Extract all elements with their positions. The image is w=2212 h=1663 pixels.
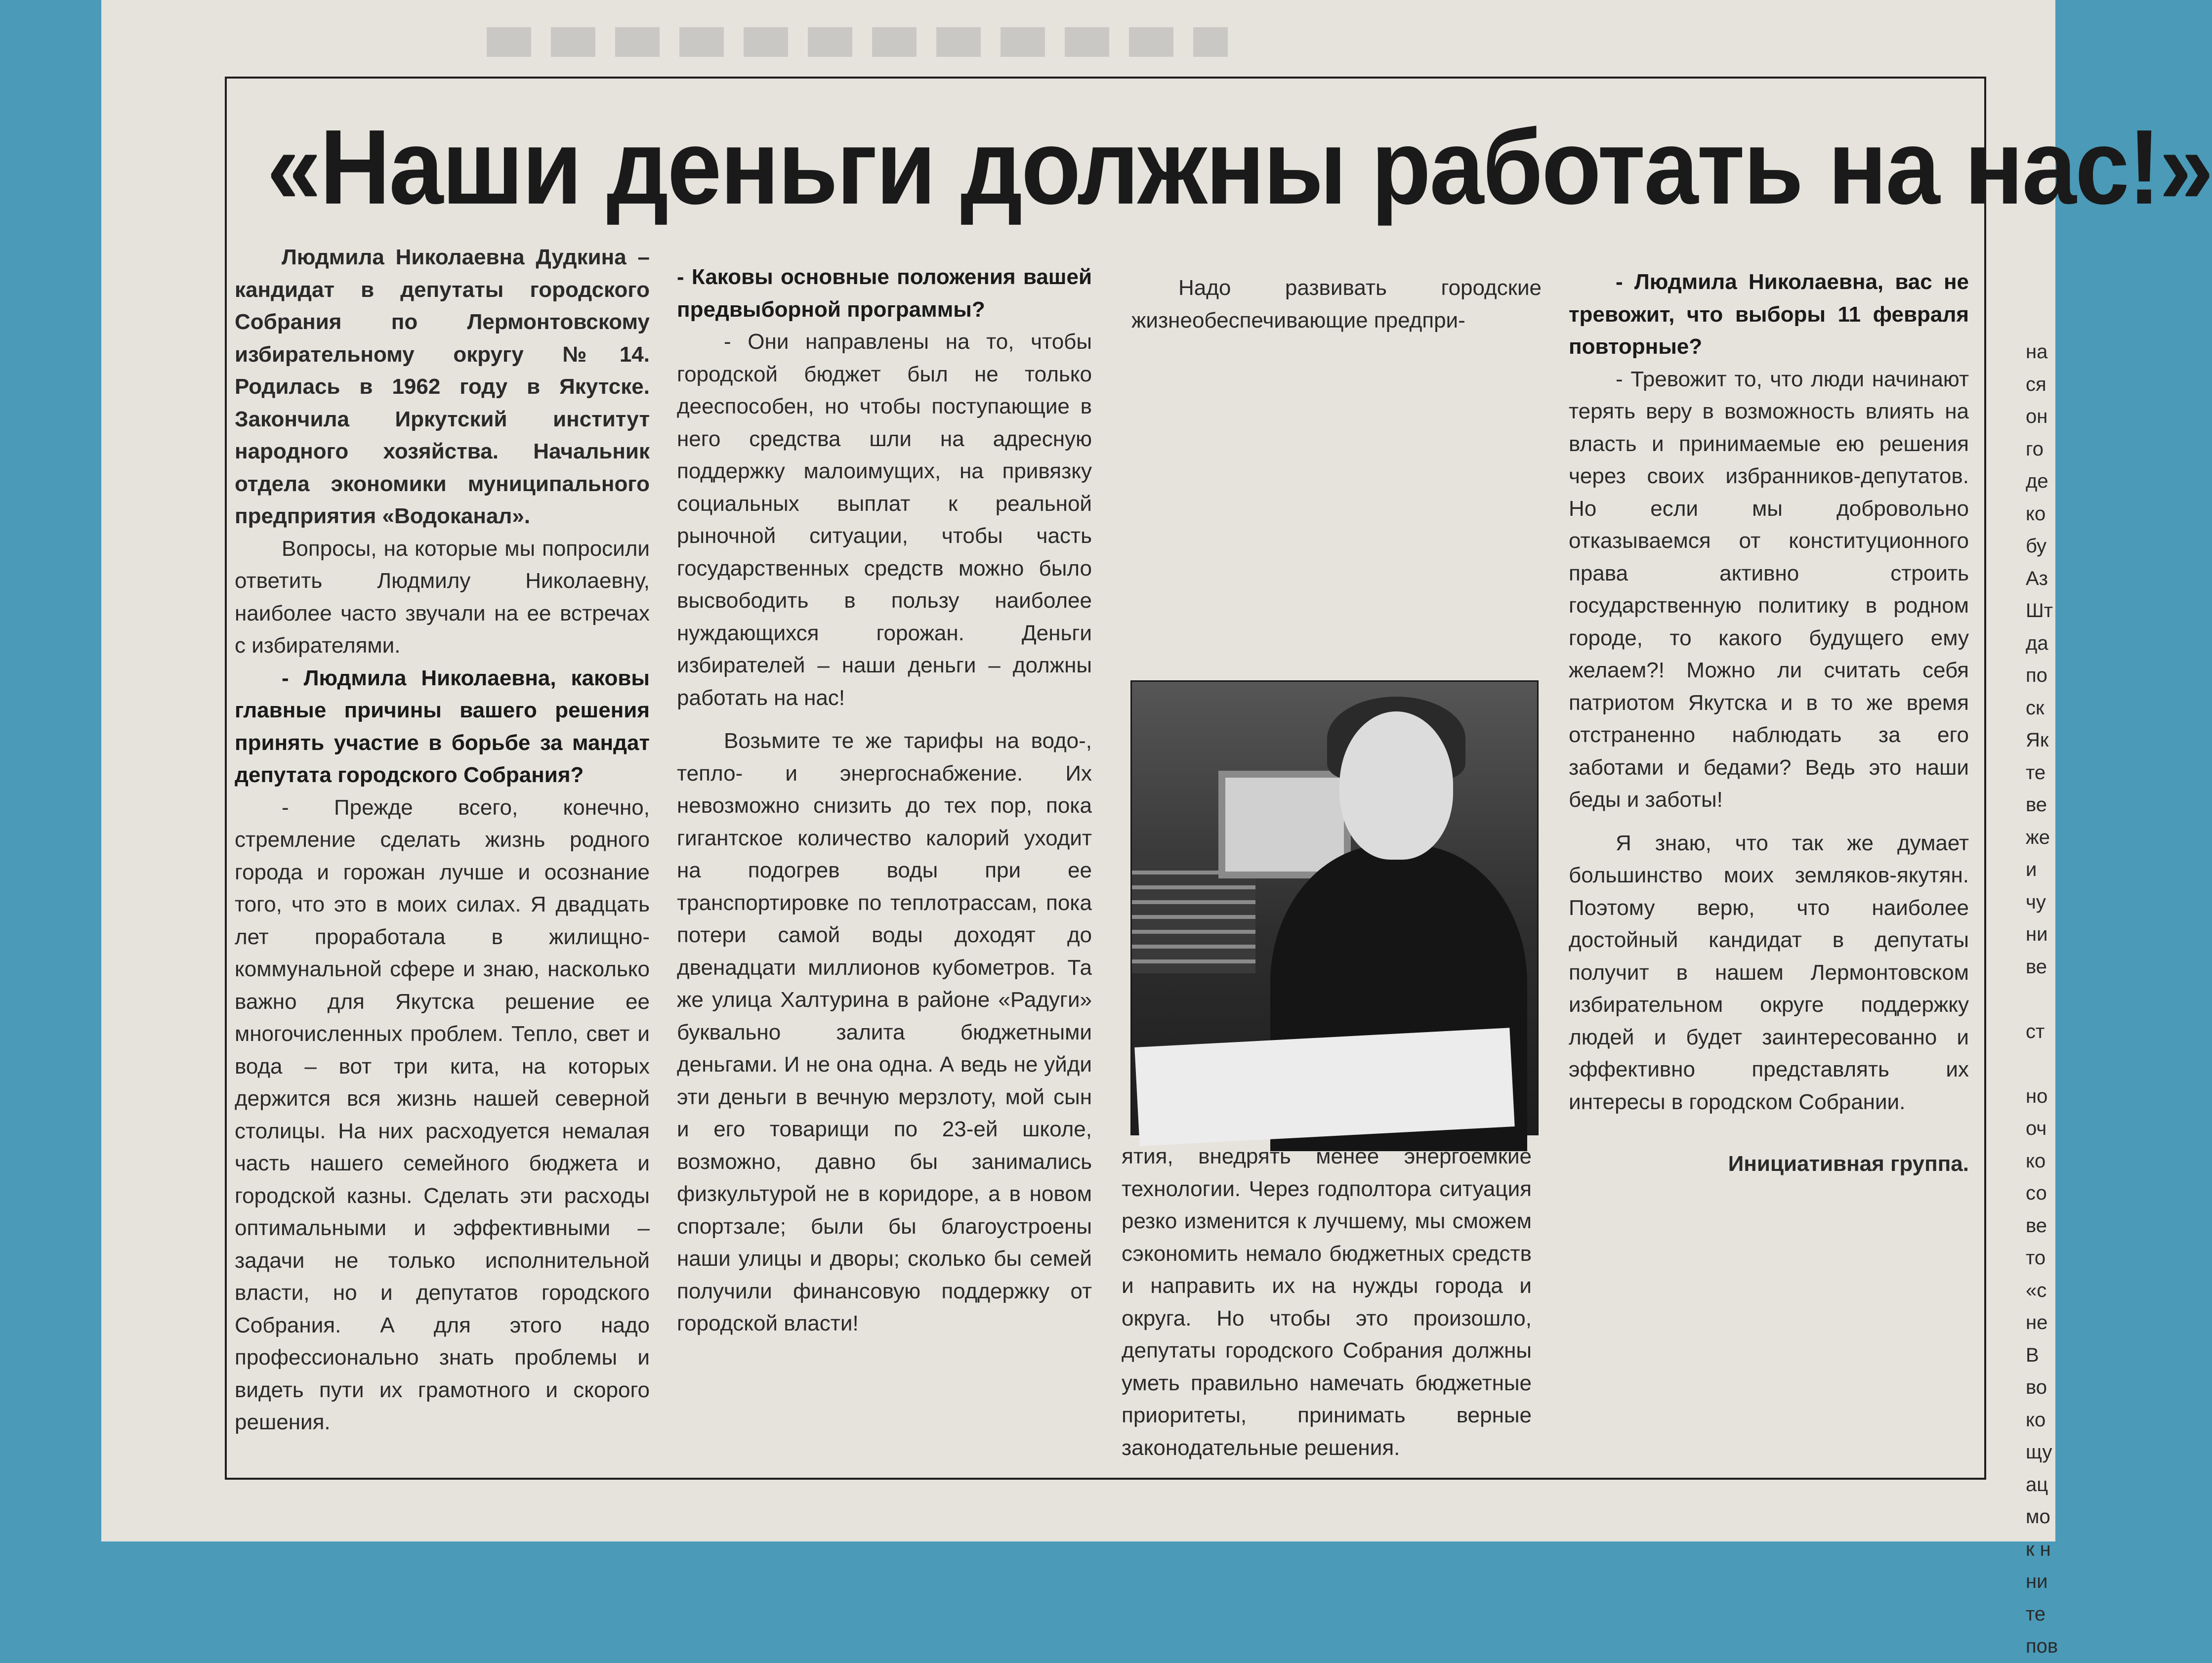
fragment-line: те	[2026, 1603, 2046, 1625]
fragment-line: ни	[2026, 923, 2048, 945]
develop-paragraph-start: Надо развивать городские жизнеобеспечивающие предпри-	[1131, 276, 1542, 333]
fragment-line: ац	[2026, 1473, 2048, 1496]
fragment-line: но	[2026, 1085, 2048, 1107]
lead-paragraph: Вопросы, на которые мы попросили ответить Людмилу Николаевну, наиболее часто звучали на ее встречах с избирателями.	[235, 536, 650, 658]
candidate-photo	[1130, 680, 1539, 1135]
fragment-line: то	[2026, 1247, 2046, 1269]
develop-paragraph-continued: ятия, внедрять менее энергоемкие технологии. Через годполтора ситуация резко изменится к лучшему, мы сможем сэкономить немало бюджетных средств и направить их на нужды города и округа. Но чтобы это произошло, депутаты городского Собрания должны уметь правильно намечать бюджетные приоритеты, принимать верные законодательные решения.	[1122, 1144, 1532, 1460]
fragment-line: ве	[2026, 1214, 2047, 1237]
fragment-line: и	[2026, 859, 2037, 880]
fragment-line: чу	[2026, 891, 2046, 913]
fragment-line: те	[2026, 761, 2046, 784]
fragment-line: ни	[2026, 1571, 2048, 1592]
fragment-line: ко	[2026, 502, 2046, 525]
fragment-line: Як	[2026, 729, 2049, 751]
final-paragraph: Я знаю, что так же думает большинство моих земляков-якутян. Поэтому верю, что наиболее достойный кандидат в депутаты получит в нашем Лермонтовском избирательном округе поддержку людей и будет заинтересованно и эффективно представлять их интересы в городском Собрании.	[1569, 831, 1969, 1114]
column-3-bottom	[1122, 1140, 1532, 1464]
column-1	[235, 241, 650, 1439]
fragment-line: ве	[2026, 956, 2047, 978]
fragment-line: ко	[2026, 1150, 2046, 1172]
fragment-line: на	[2026, 341, 2048, 363]
fragment-line: же	[2026, 826, 2050, 848]
column-4	[1569, 266, 1969, 1180]
faded-header-text	[487, 27, 1228, 57]
answer-1: - Прежде всего, конечно, стремление сделать жизнь родного города и горожан лучше и осознание того, что это в моих силах. Я двадцать лет проработала в жилищно-коммунальной сфере и знаю, насколько важно для Якутска решение ее многочисленных проблем. Тепло, свет и вода – вот три кита, на которых держится вся жизнь нашей северной столицы. На них расходуется немалая часть нашего семейного бюджета и городской казны. Сделать эти расходы оптимальными и эффективными – задачи не только исполнительной власти, но и депутатов городского Собрания. А для этого надо профессионально знать проблемы и видеть пути их грамотного и скорого решения.	[235, 795, 650, 1434]
fragment-line: ве	[2026, 794, 2047, 816]
fragment-line: со	[2026, 1182, 2047, 1204]
fragment-line: к н	[2026, 1538, 2051, 1560]
question-1: - Людмила Николаевна, каковы главные причины вашего решения принять участие в борьбе за мандат депутата городского Собрания?	[235, 665, 650, 787]
fragment-line: мо	[2026, 1506, 2050, 1528]
fragment-line	[2026, 1048, 2055, 1081]
tariffs-paragraph: Возьмите те же тарифы на водо-, тепло- и энергоснабжение. Их невозможно снизить до тех пор, пока гигантское количество калорий уходит на подогрев воды при ее транспортировке по теплотрассам, пока потери самой воды доходят до двенадцати миллионов кубометров. Та же улица Халтурина в районе «Радуги» буквально залита бюджетными деньгами. И не она одна. А ведь не уйди эти деньги в вечную мерзлоту, мой сын и его товарищи по 23-ей школе, возможно, давно бы занимались физкультурой не в коридоре, а в новом спортзале; были бы благоустроены наши улицы и дворы; сколько бы семей получили финансовую поддержку от городской власти!	[677, 729, 1092, 1335]
fragment-line: оч	[2026, 1118, 2047, 1139]
fragment-line	[2026, 983, 2055, 1016]
question-3: - Людмила Николаевна, вас не тревожит, что выборы 11 февраля повторные?	[1569, 270, 1969, 359]
answer-3: - Тревожит то, что люди начинают терять веру в возможность влиять на власть и принимаемые ею решения через своих избранников-депутатов. Но если мы добровольно отказываемся от конституционного права активно строить государственную политику в родном городе, то какого будущего ему желаем?! Можно ли считать себя патриотом Якутска и в то же время отстраненно наблюдать за его заботами и бедами? Ведь это наши беды и заботы!	[1569, 367, 1969, 812]
fragment-line: ск	[2026, 697, 2045, 719]
fragment-line: не	[2026, 1312, 2048, 1333]
fragment-line: щу	[2026, 1441, 2052, 1463]
fragment-line: по	[2026, 665, 2047, 686]
fragment-line: да	[2026, 632, 2048, 654]
answer-2: - Они направлены на то, чтобы городской бюджет был не только дееспособен, но чтобы поступающие в него средства шли на адресную поддержку малоимущих, на привязку социальных выплат к реальной рыночной ситуации, чтобы часть государственных средств можно было высвободить в пользу наиболее нуждающихся горожан. Деньги избирателей – наши деньги – должны работать на нас!	[677, 330, 1092, 710]
fragment-line: Аз	[2026, 567, 2048, 589]
fragment-line: ко	[2026, 1409, 2046, 1431]
question-2: - Каковы основные положения вашей предвыборной программы?	[677, 265, 1092, 322]
fragment-line: де	[2026, 470, 2048, 492]
fragment-line: ст	[2026, 1020, 2045, 1042]
fragment-line: го	[2026, 438, 2044, 460]
fragment-line: пов	[2026, 1635, 2058, 1657]
fragment-line: В	[2026, 1344, 2039, 1366]
signature: Инициативная группа.	[1728, 1152, 1969, 1176]
article-headline: «Наши деньги должны работать на нас!»	[267, 107, 2212, 226]
fragment-line: во	[2026, 1376, 2047, 1398]
fragment-line: ся	[2026, 373, 2046, 395]
adjacent-article-fragment	[2026, 336, 2058, 1657]
fragment-line: он	[2026, 406, 2048, 427]
fragment-line: бу	[2026, 535, 2047, 557]
column-3-top	[1131, 261, 1542, 336]
fragment-line: Шт	[2026, 600, 2053, 622]
fragment-line: «с	[2026, 1279, 2047, 1301]
column-2	[677, 261, 1092, 1340]
candidate-intro: Людмила Николаевна Дудкина – кандидат в депутаты городского Собрания по Лермонтовскому избирательному округу №14. Родилась в 1962 году в Якутске. Закончила Иркутский институт народного хозяйства. Начальник отдела экономики муниципального предприятия «Водоканал».	[235, 245, 650, 528]
